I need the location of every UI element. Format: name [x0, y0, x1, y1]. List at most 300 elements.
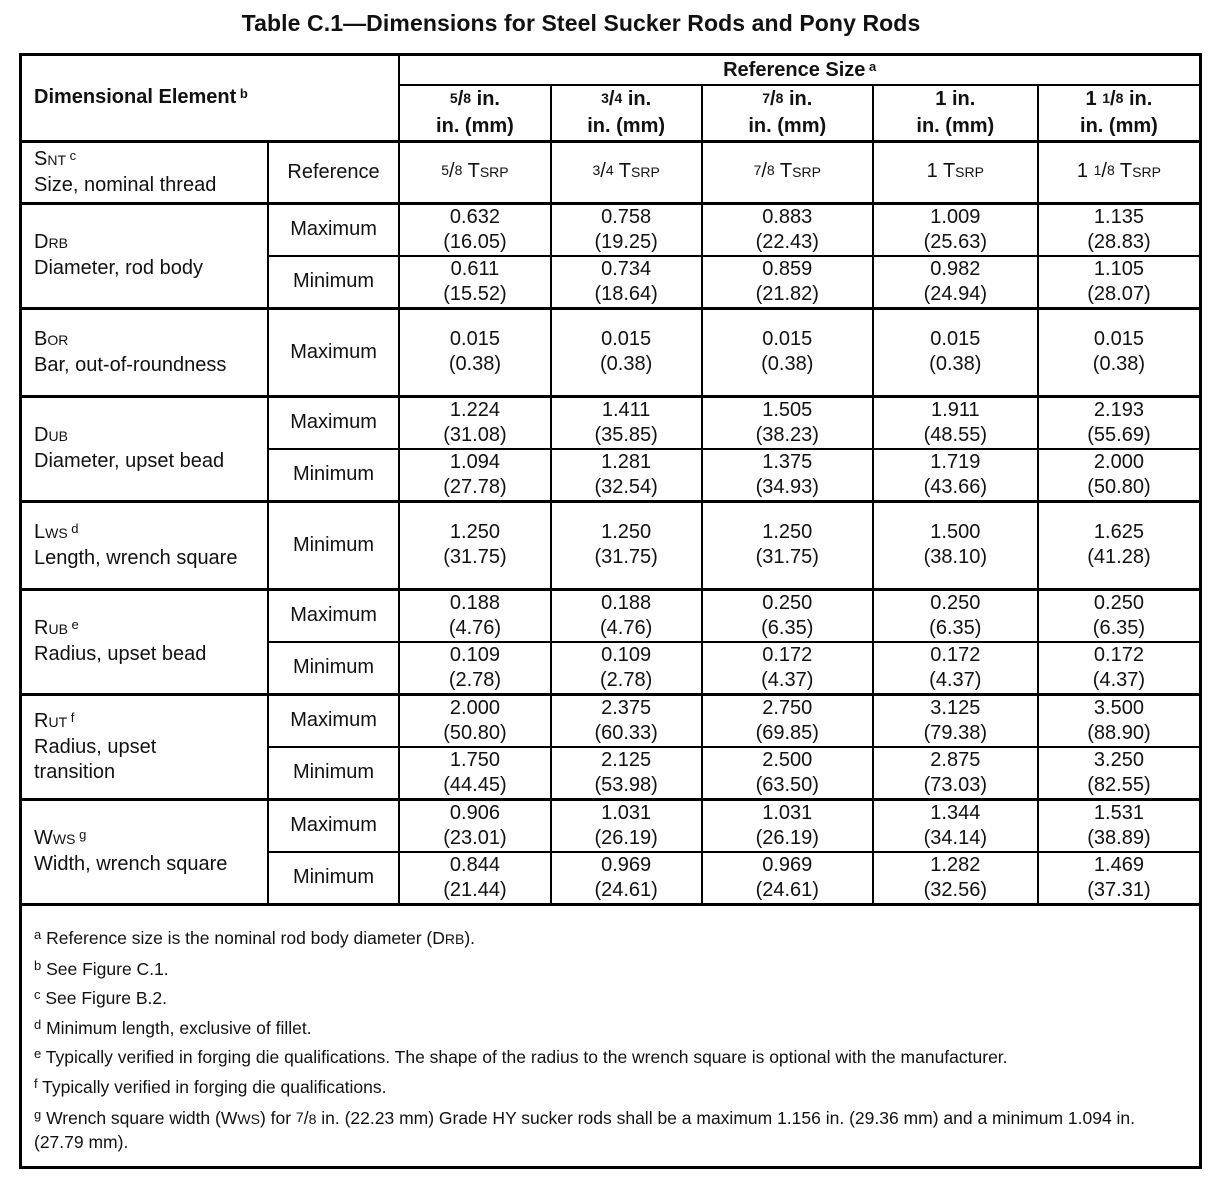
dimensional-element-header	[22, 56, 399, 141]
value-cell	[1038, 642, 1199, 695]
size-slash: /	[608, 88, 615, 110]
value-mm: (0.38)	[1092, 353, 1146, 375]
element-symbol	[34, 423, 267, 449]
value-in: 1.281	[601, 450, 652, 473]
value-cell	[399, 449, 550, 502]
value-in: 2.750	[762, 696, 813, 719]
note-text: Typically verified in forging die qualifications. The shape of the radius to the wrench square is optional with the manufacturer.	[41, 1047, 1008, 1067]
element-cell	[22, 799, 268, 904]
size-header	[1038, 85, 1199, 113]
element-name: Diameter, upset bead	[34, 450, 225, 472]
size-suffix: in.	[622, 88, 652, 110]
value-cell	[702, 747, 873, 800]
dimensional-element-label: Dimensional Element	[34, 86, 237, 109]
value-cell	[399, 747, 550, 800]
kind-label: Minimum	[268, 642, 400, 695]
footnote-mark: c	[34, 987, 41, 1002]
value-mm: (34.93)	[755, 475, 819, 498]
size-suffix: in.	[1123, 88, 1153, 110]
value-cell	[551, 256, 702, 309]
kind-label: Minimum	[268, 256, 400, 309]
value-in: 0.844	[449, 853, 500, 876]
value-in: 0.015	[601, 328, 652, 350]
element-cell	[22, 308, 268, 396]
value-mm: (31.08)	[443, 423, 507, 446]
value-mm: (18.64)	[594, 282, 658, 305]
value-cell	[873, 642, 1038, 695]
thread-sub: SRP	[631, 164, 660, 180]
size-den: 8	[1106, 162, 1115, 178]
value-in: 0.015	[449, 328, 500, 350]
thread-size	[1038, 141, 1199, 203]
symbol-main: R	[34, 709, 49, 732]
footnote-mark: a	[34, 927, 42, 942]
footnote-mark: g	[34, 1107, 42, 1122]
symbol-mark: g	[75, 827, 87, 842]
size-num: 7	[762, 90, 771, 106]
value-in: 2.193	[1093, 398, 1144, 421]
value-mm: (0.38)	[448, 353, 502, 375]
size-suffix: in.	[946, 88, 976, 110]
size-den: 4	[605, 162, 614, 178]
symbol-main: D	[34, 424, 49, 446]
data-row	[22, 396, 1199, 449]
thread-t: T	[774, 160, 793, 182]
symbol-sub: WS	[52, 831, 76, 847]
value-in: 1.031	[601, 801, 652, 824]
value-mm: (60.33)	[594, 721, 658, 744]
value-cell	[399, 256, 550, 309]
element-cell	[22, 396, 268, 501]
symbol-main: L	[34, 520, 46, 543]
value-mm: (2.78)	[600, 668, 653, 691]
value-mm: (4.37)	[929, 668, 982, 691]
value-mm: (23.01)	[443, 826, 507, 849]
element-cell	[22, 203, 268, 308]
value-cell	[551, 449, 702, 502]
value-mm: (6.35)	[1092, 616, 1146, 639]
value-mm: (82.55)	[1087, 773, 1151, 796]
size-slash: /	[457, 88, 464, 110]
footnotes	[34, 924, 1184, 1154]
element-name: Size, nominal thread	[34, 173, 217, 196]
note-text: in. (22.23 mm) Grade HY sucker rods shall be a maximum 1.156 in. (29.36 mm) and a minimum 1.094 in. (27.79 mm).	[34, 1108, 1136, 1152]
value-cell	[873, 694, 1038, 747]
footnote-mark: e	[34, 1046, 42, 1061]
value-cell	[702, 501, 873, 589]
value-in: 1.750	[449, 748, 500, 771]
symbol-sub: UB	[48, 428, 68, 444]
size-header	[873, 85, 1038, 113]
value-in: 1.105	[1093, 257, 1144, 280]
size-slash: /	[600, 160, 606, 182]
symbol-mark: c	[66, 147, 77, 163]
data-row	[22, 589, 1199, 642]
value-in: 1.135	[1093, 205, 1144, 228]
dimensions-table	[22, 56, 1199, 906]
symbol-main: B	[34, 327, 48, 350]
value-mm: (38.89)	[1087, 826, 1151, 849]
value-in: 0.982	[930, 257, 981, 280]
value-in: 0.109	[449, 643, 500, 666]
value-mm: (35.85)	[594, 423, 658, 446]
element-symbol	[34, 327, 267, 353]
value-mm: (22.43)	[755, 230, 819, 253]
kind-label: Maximum	[268, 694, 400, 747]
value-cell	[1038, 256, 1199, 309]
footnote-mark: d	[34, 1016, 42, 1032]
value-in: 1.031	[762, 801, 813, 824]
value-in: 0.172	[930, 643, 981, 666]
value-in: 2.000	[449, 696, 500, 719]
value-cell	[1038, 694, 1199, 747]
value-in: 0.969	[762, 853, 813, 876]
thread-sub: SRP	[479, 164, 509, 180]
size-num: 5	[441, 162, 450, 178]
symbol-sub: UT	[48, 713, 68, 730]
footnote-text	[41, 928, 475, 948]
value-in: 1.505	[762, 398, 813, 421]
value-in: 1.224	[449, 398, 500, 421]
value-mm: (15.52)	[443, 282, 507, 305]
value-cell	[551, 747, 702, 800]
element-symbol	[34, 616, 267, 642]
value-cell	[702, 694, 873, 747]
value-cell	[399, 852, 550, 905]
data-row	[22, 203, 1199, 256]
thread-size	[702, 141, 873, 203]
value-in: 1.911	[931, 398, 980, 421]
value-in: 0.632	[449, 205, 500, 228]
table-title: Table C.1—Dimensions for Steel Sucker Rods and Pony Rods	[241, 10, 921, 36]
footnote-text	[34, 1108, 1135, 1152]
header-row-1	[22, 56, 1199, 85]
size-suffix: in.	[471, 88, 500, 110]
size-suffix: in.	[783, 88, 813, 110]
thread-sub: SRP	[792, 164, 821, 180]
size-whole: 1	[926, 160, 938, 182]
value-mm: (4.76)	[600, 616, 653, 639]
element-name: Width, wrench square	[34, 853, 228, 875]
thread-t: T	[613, 160, 632, 182]
value-in: 2.500	[762, 748, 813, 771]
value-in: 1.344	[930, 801, 981, 824]
footnote-text	[41, 1047, 1007, 1067]
value-cell	[1038, 449, 1199, 502]
value-in: 0.172	[762, 643, 813, 666]
kind-label: Maximum	[268, 589, 400, 642]
value-mm: (4.37)	[761, 668, 814, 691]
thread-size	[873, 141, 1038, 203]
value-mm: (24.61)	[594, 878, 658, 901]
value-in: 1.625	[1093, 521, 1144, 543]
value-cell	[1038, 589, 1199, 642]
value-in: 3.125	[930, 696, 981, 719]
symbol-mark: d	[67, 520, 79, 536]
value-in: 0.015	[1093, 328, 1144, 350]
kind-label: Minimum	[268, 501, 400, 589]
size-header	[399, 85, 550, 113]
footnote	[34, 924, 1184, 955]
size-slash: /	[449, 160, 455, 182]
element-name: Diameter, rod body	[34, 257, 203, 279]
kind-label: Minimum	[268, 449, 400, 502]
value-cell	[551, 308, 702, 396]
value-cell	[873, 589, 1038, 642]
value-cell	[551, 203, 702, 256]
value-cell	[399, 501, 550, 589]
value-cell	[1038, 396, 1199, 449]
value-in: 0.906	[449, 801, 500, 824]
value-in: 2.125	[601, 748, 652, 771]
value-in: 1.282	[930, 853, 981, 876]
size-num: 7	[753, 162, 762, 178]
value-mm: (38.10)	[923, 546, 987, 568]
symbol-sub: RB	[48, 235, 68, 251]
note-text: Reference size is the nominal rod body diameter (D	[41, 928, 445, 948]
size-whole: 1	[1085, 88, 1103, 110]
size-whole: 1	[935, 88, 947, 110]
value-cell	[551, 642, 702, 695]
element-symbol	[34, 520, 267, 546]
size-slash: /	[1101, 160, 1107, 182]
value-mm: (73.03)	[923, 773, 987, 796]
value-cell	[399, 396, 550, 449]
value-cell	[399, 799, 550, 852]
value-mm: (21.82)	[755, 282, 819, 305]
value-mm: (16.05)	[443, 230, 507, 253]
value-cell	[551, 589, 702, 642]
value-mm: (38.23)	[755, 423, 819, 446]
footnote-mark: b	[34, 957, 42, 973]
footnote	[34, 1102, 1184, 1154]
value-mm: (53.98)	[594, 773, 658, 796]
value-in: 0.188	[449, 591, 500, 614]
reference-size-header	[399, 56, 1199, 85]
value-mm: (0.38)	[761, 353, 814, 375]
kind-label: Maximum	[268, 396, 400, 449]
value-in: 1.531	[1093, 801, 1144, 824]
data-row	[22, 799, 1199, 852]
value-cell	[399, 308, 550, 396]
kind-label: Maximum	[268, 799, 400, 852]
size-num: 5	[449, 90, 458, 106]
value-cell	[873, 203, 1038, 256]
value-in: 0.015	[762, 328, 813, 350]
value-mm: (27.78)	[443, 475, 507, 498]
value-mm: (88.90)	[1087, 721, 1151, 744]
kind-label: Maximum	[268, 308, 400, 396]
footnote-text	[41, 959, 168, 979]
value-in: 0.172	[1093, 643, 1144, 666]
thread-sub: SRP	[955, 164, 984, 180]
size-whole: 1	[1076, 160, 1094, 182]
footnote-text	[41, 1018, 311, 1038]
value-cell	[1038, 308, 1199, 396]
value-mm: (31.75)	[755, 546, 819, 568]
unit-header: in. (mm)	[702, 113, 873, 141]
value-mm: (43.66)	[923, 475, 987, 498]
value-in: 1.250	[601, 521, 652, 543]
reference-size-label: Reference Size	[723, 58, 866, 81]
value-in: 1.375	[762, 450, 813, 473]
value-in: 1.719	[930, 450, 981, 473]
note-frac-num: 7	[295, 1109, 304, 1125]
value-in: 2.375	[601, 696, 652, 719]
note-text: See Figure B.2.	[40, 988, 167, 1008]
value-mm: (50.80)	[1087, 475, 1151, 498]
value-in: 1.250	[762, 521, 813, 543]
value-in: 0.734	[601, 257, 652, 280]
unit-header: in. (mm)	[399, 113, 550, 141]
data-row	[22, 694, 1199, 747]
element-name: Radius, upset	[34, 735, 157, 758]
symbol-sub: NT	[47, 151, 67, 168]
value-cell	[873, 396, 1038, 449]
element-symbol	[34, 230, 267, 256]
kind-label: Minimum	[268, 852, 400, 905]
value-mm: (50.80)	[443, 721, 507, 744]
value-cell	[1038, 203, 1199, 256]
value-in: 0.883	[762, 205, 813, 228]
footnote	[34, 984, 1184, 1014]
symbol-sub: OR	[47, 331, 69, 348]
value-in: 0.611	[450, 257, 500, 280]
value-cell	[873, 747, 1038, 800]
footnote	[34, 1014, 1184, 1044]
dimensional-element-mark: b	[236, 86, 248, 102]
value-mm: (19.25)	[594, 230, 658, 253]
value-cell	[873, 799, 1038, 852]
symbol-main: W	[34, 827, 53, 849]
value-cell	[873, 308, 1038, 396]
value-mm: (4.37)	[1092, 668, 1146, 691]
element-name: Bar, out-of-roundness	[34, 353, 227, 376]
value-in: 0.250	[930, 591, 981, 614]
value-in: 0.015	[930, 328, 981, 350]
data-row	[22, 501, 1199, 589]
value-cell	[399, 203, 550, 256]
value-mm: (31.75)	[594, 546, 658, 568]
value-mm: (63.50)	[755, 773, 819, 796]
element-symbol	[34, 709, 267, 735]
thread-sub: SRP	[1132, 164, 1161, 180]
value-cell	[399, 642, 550, 695]
value-cell	[702, 396, 873, 449]
kind-label: Reference	[268, 141, 400, 203]
element-cell	[22, 694, 268, 799]
value-in: 0.250	[762, 591, 813, 614]
value-mm: (26.19)	[755, 826, 819, 849]
value-mm: (24.94)	[923, 282, 987, 305]
size-slash: /	[1110, 88, 1116, 110]
symbol-main: D	[34, 231, 49, 253]
note-text: Typically verified in forging die qualifications.	[37, 1076, 387, 1097]
value-in: 0.188	[601, 591, 652, 614]
note-sub: RB	[444, 931, 465, 947]
value-in: 1.469	[1093, 853, 1144, 876]
element-name: Radius, upset bead	[34, 643, 207, 665]
note-text: See Figure C.1.	[41, 958, 169, 979]
value-mm: (32.54)	[594, 475, 658, 498]
thread-size	[399, 141, 550, 203]
footnote	[34, 1073, 1184, 1103]
value-in: 0.758	[601, 205, 652, 228]
value-in: 0.109	[601, 643, 652, 666]
value-mm: (41.28)	[1087, 546, 1151, 568]
value-mm: (24.61)	[755, 878, 819, 901]
value-mm: (2.78)	[448, 668, 502, 691]
value-mm: (6.35)	[761, 616, 814, 639]
kind-label: Minimum	[268, 747, 400, 800]
footnote	[34, 1043, 1184, 1073]
size-den: 8	[766, 162, 775, 178]
unit-header: in. (mm)	[551, 113, 702, 141]
note-slash: /	[303, 1108, 309, 1128]
value-mm: (32.56)	[923, 878, 987, 901]
value-cell	[399, 694, 550, 747]
value-in: 2.000	[1093, 450, 1144, 473]
value-in: 3.250	[1093, 748, 1144, 771]
note-text: Minimum length, exclusive of fillet.	[41, 1017, 312, 1038]
thread-size	[551, 141, 702, 203]
unit-header: in. (mm)	[873, 113, 1038, 141]
size-den: 8	[454, 162, 463, 178]
value-in: 2.875	[930, 748, 981, 771]
value-cell	[873, 501, 1038, 589]
size-num: 1	[1102, 90, 1111, 106]
value-mm: (28.07)	[1087, 282, 1151, 305]
value-in: 0.859	[762, 257, 813, 280]
value-mm: (44.45)	[443, 773, 507, 796]
value-mm: (0.38)	[600, 353, 653, 375]
value-cell	[1038, 799, 1199, 852]
value-mm: (55.69)	[1087, 423, 1151, 446]
value-in: 1.009	[930, 205, 981, 228]
symbol-sub: WS	[45, 524, 68, 541]
value-mm: (6.35)	[929, 616, 982, 639]
value-in: 3.500	[1093, 696, 1144, 719]
value-cell	[1038, 852, 1199, 905]
table-frame	[19, 53, 1202, 1169]
value-cell	[551, 501, 702, 589]
value-in: 1.411	[601, 398, 651, 421]
element-cell	[22, 589, 268, 694]
size-num: 3	[601, 90, 609, 106]
value-cell	[1038, 747, 1199, 800]
element-name: Length, wrench square	[34, 546, 238, 569]
value-in: 0.250	[1093, 591, 1144, 614]
value-in: 0.969	[601, 853, 652, 876]
footnote-text	[38, 1077, 387, 1097]
note-text: Wrench square width (W	[41, 1108, 238, 1128]
value-cell	[1038, 501, 1199, 589]
unit-header: in. (mm)	[1038, 113, 1199, 141]
value-mm: (21.44)	[443, 878, 507, 901]
element-name: transition	[34, 760, 116, 783]
value-mm: (31.75)	[443, 546, 507, 568]
data-row	[22, 308, 1199, 396]
size-num: 1	[1093, 162, 1102, 178]
value-mm: (79.38)	[923, 721, 987, 744]
size-den: 8	[463, 90, 472, 106]
note-text: ).	[464, 928, 476, 948]
value-in: 1.250	[449, 521, 500, 543]
value-cell	[702, 449, 873, 502]
value-cell	[873, 852, 1038, 905]
value-cell	[702, 852, 873, 905]
value-cell	[873, 256, 1038, 309]
